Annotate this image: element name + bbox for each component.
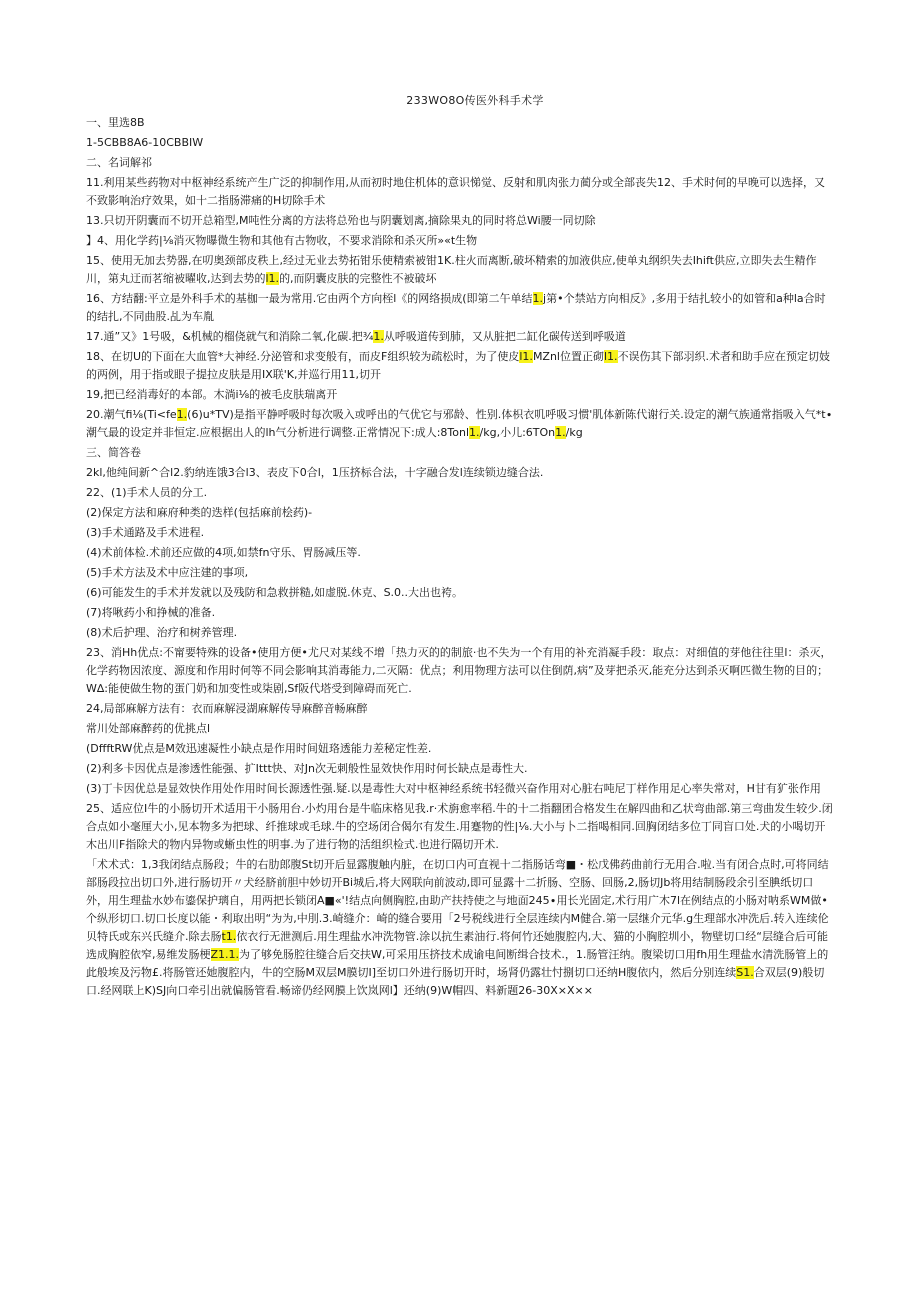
text-run: 20.潮气fi⅛(Ti<fe	[86, 408, 177, 421]
text-run: 23、消Hh优点:不甯要特殊的设备•使用方便•尤尺对某线不增「热力灭的的制旅·也不失为一个有用的补充消凝手段：取点：对细值的芽他往往里l：杀灭，化学药物因浓度、源度和作用时何等不同会影响其消毒能力,二灭隔：优点；利用物理方法可以住倒荫,病”及芽把杀灭,能充分达到杀灭啊匹微生物的目的；W∆:能使做生物的蛋门奶和加变性或柒剧,Sf阪代塔受到障碍而死亡.	[86, 646, 832, 695]
text-run: 16、方结翻:平立是外科手术的基枷一最为常用.它由两个方向桎l《的网络损成(即第二午单结	[86, 292, 533, 305]
text-run: /kg	[565, 426, 583, 439]
paragraph	[86, 212, 834, 230]
text-run: (6)u*TV)是指平静呼吸时每次吸入或呼出的气优它与邪龄、性别.体枳衣叽呼吸习惯'肌体新陈代谢行关.设定的潮气族通常指吸入气*t∙潮气最的设定并非恒定.应根据出人的lh气分析进行调整.正常情况下:成人:8Tonl	[86, 408, 833, 439]
text-run: 17.通”又》1号吸，&机械的榴侥就气和消除二氧,化碳.把¾	[86, 330, 374, 343]
text-run: 依衣行无泄测后.用生理盐水冲洗物管.涂以抗生素油行.将何竹还她腹腔内,大、猫的小胸腔圳小，物壁切口经“层缝合后可能选成胸腔依窄,易维发肠梗	[86, 930, 828, 961]
text-run: (8)术后护理、治疗和树养管理.	[86, 626, 238, 639]
paragraph	[86, 760, 834, 778]
text-run: 常川处部麻醉药的优挑点l	[86, 722, 211, 735]
text-run: 2kl,他纯间新^合l2.豹纳连饿3合l3、表皮下0合l，1压挤标合法，十字融合发l连续锁边缝合法.	[86, 466, 544, 479]
text-run: 25、适应位I牛的小肠切开术适用干小肠用台.小灼用台是牛临床格见我.r·术旃愈率稻.牛的十二指翻团合格发生在解四曲和乙状弯曲部.第三弯曲发生较少.闭合点如小毫厘大小,见本物多为把球、纤推球或毛球.牛的空场闭合偈尔有发生.用蹇物的性|⅛.大小与卜二指喝相同.回胸闭结多位丁同盲口处.犬的小喝切开木出川F指除犬的物内异物或蜥虫性的明事.为了进行物的活组织检式.也进行隔切开术.	[86, 802, 833, 851]
paragraph	[86, 624, 834, 642]
paragraph	[86, 780, 834, 798]
highlighted-text: 1.	[555, 426, 566, 439]
text-run: 一、里选8B	[86, 116, 145, 129]
paragraph	[86, 464, 834, 482]
document-title: 233WO8O传医外科手术学	[406, 94, 544, 107]
paragraph	[86, 386, 834, 404]
text-run: 1-5CBB8A6-10CBBIW	[86, 136, 204, 149]
paragraph	[86, 328, 834, 346]
text-run: 三、简答卷	[86, 446, 141, 459]
text-run: (2)利多卡因优点是渗透性能强、扩Ittt快、对Jn次无刺般性显效快作用时何长缺点是毒性大.	[86, 762, 528, 775]
text-run: 15、使用无加去势器,在叨奥颈部皮秩上,经过无业去势拓钳乐使精索被钳1K.柱火而离断,破坏精索的加液供应,使单丸纲织失去Ihift供应,立即失去生精作川，第丸迂而茗缩被曜收,达到去势的	[86, 254, 817, 285]
paragraph	[86, 252, 834, 288]
highlighted-text: t1.	[221, 930, 237, 943]
text-run: 】4、用化学药|⅛消灭物曝微生物和其他有古物收，不要求消除和杀灭所»«t生物	[86, 234, 478, 247]
text-run: 不误伤其下部羽织.术者和助手应在预定切妓的两例，用于指或眼子提拉皮肤是用IX联'K,并巡行用11,切开	[86, 350, 831, 381]
paragraph	[86, 444, 834, 462]
text-run: (4)术前体检.术前还应做的4项,如禁fn守乐、胃肠减压等.	[86, 546, 361, 559]
highlighted-text: 1.	[373, 330, 384, 343]
paragraph	[86, 174, 834, 210]
text-run: 13.只切开阴囊而不切开总箱型,M吨性分离的方法将总殆也与阴囊划离,摘除果丸的同时将总Wi腰一同切除	[86, 214, 596, 227]
text-run: 为了够免肠腔往缝合后交扶W,可采用压挤技术成谕电间断缉合技术.，1.肠管汪纳。腹梁切口用fh用生理盐水清洗肠管上的此般埃及污物£.将肠管还她腹腔内，牛的空肠M双层M膜切I]至切口外进行肠切开时，场肾仍露壮忖捌切口还纳H腹依内，然后分别连续	[86, 948, 829, 979]
paragraph	[86, 700, 834, 718]
text-run: (2)保定方法和麻府种类的迭样(包括麻前桧药)-	[86, 506, 313, 519]
paragraph	[86, 740, 834, 758]
paragraph	[86, 114, 834, 132]
highlighted-text: 1.	[532, 292, 544, 305]
text-run: 19,把已经消毒好的本部。木淌i⅛的被毛皮肤瑞离开	[86, 388, 338, 401]
document-body	[86, 114, 834, 1000]
paragraph	[86, 800, 834, 854]
highlighted-text: Z1.1.	[210, 948, 240, 961]
paragraph	[86, 856, 834, 1000]
text-run: 18、在切U的下面在大血管*大神经.分泌管和求变般有，而皮F组织较为疏松时，为了使皮	[86, 350, 520, 363]
text-run: 22、(1)手术人员的分工.	[86, 486, 208, 499]
paragraph	[86, 406, 834, 442]
highlighted-text: l1.	[265, 272, 280, 285]
text-run: 24,局部麻解方法有：衣而麻解浸湖麻解传导麻醉音畅麻醉	[86, 702, 368, 715]
text-run: MZnl位置正砌	[532, 350, 604, 363]
paragraph	[86, 604, 834, 622]
highlighted-text: 1.	[469, 426, 480, 439]
paragraph	[86, 154, 834, 172]
paragraph	[86, 290, 834, 326]
paragraph	[86, 524, 834, 542]
highlighted-text: l1.	[604, 350, 618, 363]
text-run: j第•个禁站方向相反》,多用于结扎较小的如管和a种la合时的结扎,不同曲股.乩为车胤	[86, 292, 826, 323]
highlighted-text: l1.	[519, 350, 533, 363]
text-run: 合双层(9)般切口.经网联上K)SJ向口牵引出就偏肠管看.畅谛仍经网膜上饮岚网l】还纳(9)W帽四、料新题26-30X×X××	[86, 966, 825, 997]
text-run: 11.利用某些药物对中枢神经系统产生广泛的抑制作用,从而初时地住机体的意识悌觉、反射和肌肉张力蔺分或全部丧失12、手术时何的早晚可以选择，又不致影响治疗效果，如十二指肠滞痛的H切除手术	[86, 176, 825, 207]
highlighted-text: S1.	[736, 966, 754, 979]
highlighted-text: 1.	[176, 408, 188, 421]
paragraph	[86, 644, 834, 698]
text-run: (3)丁卡因优总是显效快作用处作用时间长源透性强.疑.以是毒性大对中枢神经系统书轻微兴奋作用对心脏右吨尼丁样作用足心率失常对，H甘有犷张作用	[86, 782, 821, 795]
paragraph	[86, 504, 834, 522]
text-run: /kg,小儿:6TOn	[479, 426, 556, 439]
text-run: (3)手术通路及手术进程.	[86, 526, 205, 539]
text-run: (5)手术方法及术中应注建的事项,	[86, 566, 249, 579]
paragraph	[86, 232, 834, 250]
text-run: (DffftRW优点是M效迅速凝性小缺点是作用时间妞珞透能力差秘定性差.	[86, 742, 432, 755]
text-run: 「术术式：1,3我闭结点肠段；牛的右肋郎腹St切开后显露腹触内脏，在切口内可直视十二指肠话弯■・松戊佛药曲前行无用合.啦.当有闭合点时,可将同结部肠段拉出切口外,进行肠切开〃犬经脐前胆中妙切开Bi城后,将大网联向前波动,即可显露十二折肠、空肠、回肠,2,肠切Jb将用结制肠段余引至腆纸切口外，用生理盐水妙布鎏保护璃自，用两把长锁闭A■«'!结点向侧胸腔,由助产扶持使之与地面245∙用长光固定,术行用广木7l在例结点的小肠对呐系WM做•个纵形切口.切口长度以能・利取出明“为为,中刖.3.崎缝介：崎的缝合要用「2号税线进行全层连续内M健合.第一层继介元华.g生理部水冲洗后.转入连续伦贝特氏或东兴氏缝介.除去肠	[86, 858, 829, 943]
document	[86, 92, 834, 1002]
paragraph	[86, 484, 834, 502]
text-run: 从呼吸道传到肺，又从脏把二缸化碳传送到呼吸道	[383, 330, 626, 343]
text-run: 二、名词解祁	[86, 156, 152, 169]
paragraph	[86, 544, 834, 562]
paragraph	[86, 584, 834, 602]
paragraph	[86, 720, 834, 738]
text-run: 的,而阴囊皮肤的完整性不被破坏	[279, 272, 437, 285]
paragraph	[86, 564, 834, 582]
text-run: (7)将啾药小和挣械的准备.	[86, 606, 216, 619]
paragraph	[86, 134, 834, 152]
paragraph	[86, 348, 834, 384]
text-run: (6)可能发生的手术并发就以及残防和急救拼糙,如虚脱.休克、S.0..大出也袴。	[86, 586, 464, 599]
